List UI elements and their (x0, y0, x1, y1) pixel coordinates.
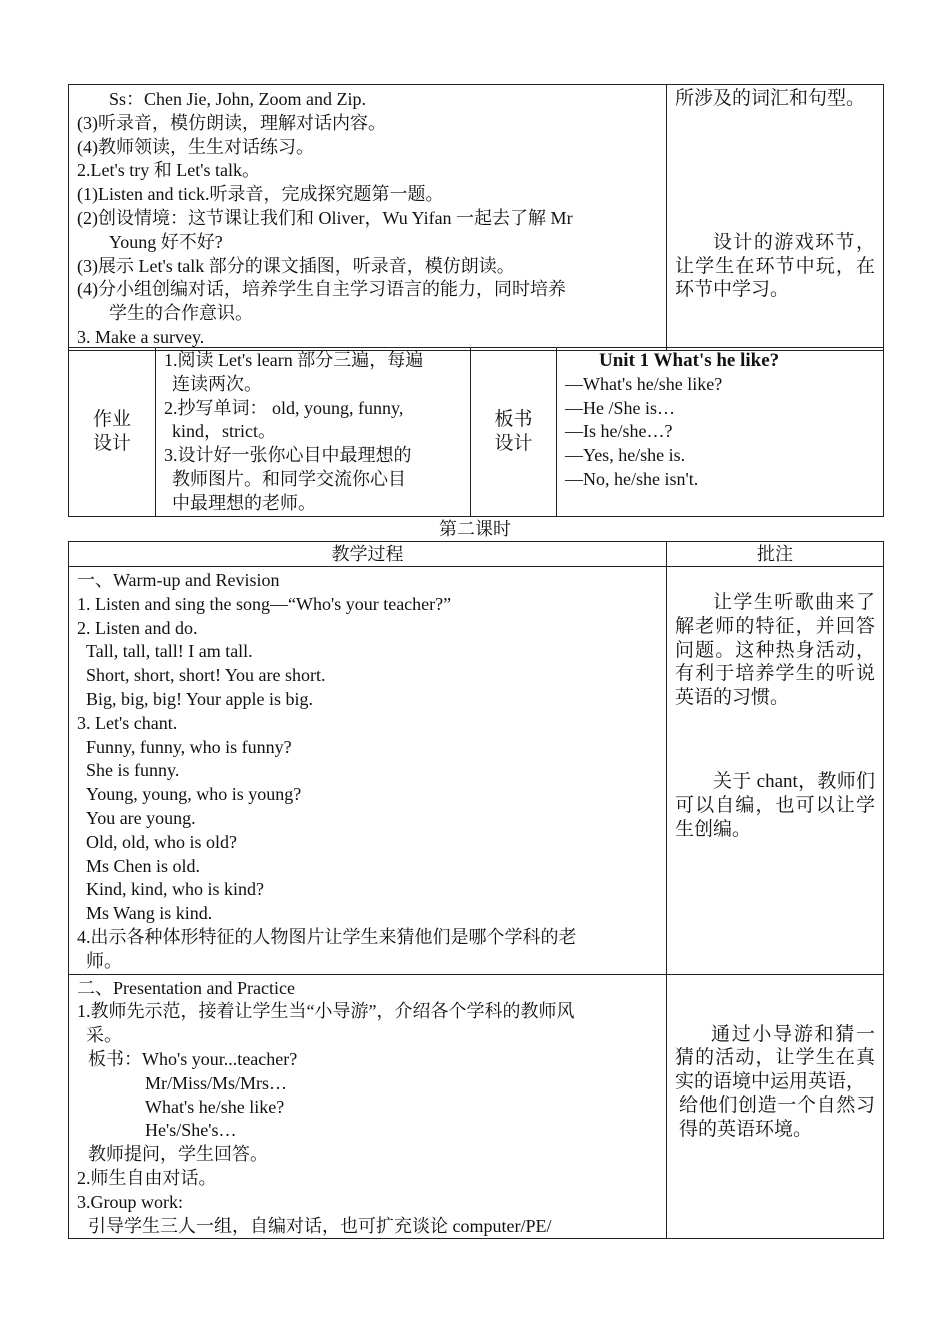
homework-label: 作业 (92, 408, 131, 430)
lesson2-table (68, 541, 884, 1239)
board-line: —He /She is… (565, 397, 675, 418)
warmup-line: Short, short, short! You are short. (86, 665, 326, 686)
note-song: 让学生听歌曲来了解老师的特征，并回答问题。这种热身活动，有利于培养学生的听说英语的习惯。 (675, 592, 875, 709)
process-line: (3)听录音，模仿朗读，理解对话内容。 (77, 112, 386, 133)
presentation-line: 3.Group work: (77, 1191, 183, 1212)
presentation-line: What's he/she like? (145, 1096, 285, 1117)
presentation-notes-cell (667, 974, 884, 1239)
warmup-line: 1. Listen and sing the song—“Who's your teacher?” (77, 593, 452, 614)
presentation-line: 教师提问，学生回答。 (88, 1144, 268, 1165)
board-line: —Yes, he/she is. (565, 445, 686, 466)
warmup-process-cell (69, 567, 667, 975)
process-line: (1)Listen and tick.听录音，完成探究题第一题。 (77, 184, 444, 205)
process-line: Ss：Chen Jie, John, Zoom and Zip. (109, 89, 366, 109)
warmup-line: 3. Let's chant. (77, 712, 178, 733)
process-line: 3. Make a survey. (77, 326, 205, 347)
process-line: 2.Let's try 和 Let's talk。 (77, 160, 260, 181)
presentation-line: He's/She's… (145, 1120, 237, 1141)
board-label-cell (471, 348, 557, 517)
notes-header: 批注 (667, 542, 884, 567)
warmup-line: Tall, tall, tall! I am tall. (86, 641, 253, 662)
board-line: —Is he/she…? (565, 421, 673, 442)
lesson1-process-cell (69, 85, 667, 351)
process-line: 学生的合作意识。 (109, 303, 253, 324)
presentation-line: Mr/Miss/Ms/Mrs… (145, 1072, 288, 1093)
homework-line: 1.阅读 Let's learn 部分三遍，每遍 (164, 350, 424, 370)
board-title: Unit 1 What's he like? (599, 350, 780, 371)
process-header: 教学过程 (69, 542, 667, 567)
homework-content-cell (156, 348, 471, 517)
presentation-line: 2.师生自由对话。 (77, 1167, 217, 1188)
process-line: (3)展示 Let's talk 部分的课文插图，听录音，模仿朗读。 (77, 255, 515, 276)
process-line: (4)分小组创编对话，培养学生自主学习语言的能力，同时培养 (77, 279, 566, 300)
warmup-line: You are young. (86, 807, 196, 828)
process-line: (4)教师领读，生生对话练习。 (77, 136, 314, 157)
warmup-line: 一、Warm-up and Revision (77, 570, 280, 590)
homework-line: kind，strict。 (172, 421, 276, 442)
homework-line: 连读两次。 (172, 373, 262, 394)
note-game: 设计的游戏环节，让学生在环节中玩，在环节中学习。 (675, 231, 875, 301)
warmup-line: Old, old, who is old? (86, 831, 237, 852)
presentation-line: 板书：Who's your...teacher? (88, 1048, 298, 1069)
homework-label: 设计 (92, 432, 131, 454)
homework-line: 中最理想的老师。 (172, 492, 316, 513)
warmup-line: 师。 (86, 950, 122, 971)
homework-label-cell (69, 348, 156, 517)
homework-line: 教师图片。和同学交流你心目 (172, 468, 406, 489)
note-guide: 通过小导游和猜一猜的活动，让学生在真实的语境中运用英语， (675, 1023, 875, 1093)
warmup-notes-cell (667, 567, 884, 975)
lesson1-notes-cell (667, 85, 884, 351)
warmup-line: Funny, funny, who is funny? (86, 736, 292, 757)
presentation-line: 二、Presentation and Practice (77, 977, 295, 998)
presentation-line: 引导学生三人一组，自编对话，也可扩充谈论 computer/PE/ (88, 1215, 552, 1236)
homework-line: 3.设计好一张你心目中最理想的 (164, 445, 412, 466)
note-vocabulary: 所涉及的词汇和句型。 (675, 88, 866, 109)
board-content-cell (557, 348, 884, 517)
warmup-line: 4.出示各种体形特征的人物图片让学生来猜他们是哪个学科的老 (77, 926, 577, 947)
board-label: 板书 (494, 408, 533, 430)
presentation-line: 1.教师先示范，接着让学生当“小导游”，介绍各个学科的教师风 (77, 1001, 575, 1022)
presentation-line: 采。 (86, 1025, 122, 1046)
lesson1-process-table (68, 84, 884, 351)
board-line: —No, he/she isn't. (565, 468, 699, 489)
warmup-line: Ms Wang is kind. (86, 903, 213, 924)
process-line: Young 好不好? (109, 231, 223, 252)
warmup-line: She is funny. (86, 760, 180, 781)
warmup-line: Kind, kind, who is kind? (86, 879, 264, 900)
homework-line: 2.抄写单词： old, young, funny, (164, 397, 404, 418)
homework-board-table (68, 347, 884, 517)
warmup-line: Young, young, who is young? (86, 784, 302, 805)
warmup-line: Ms Chen is old. (86, 855, 201, 876)
warmup-line: Big, big, big! Your apple is big. (86, 688, 314, 709)
warmup-line: 2. Listen and do. (77, 617, 198, 638)
lesson2-caption: 第二课时 (439, 519, 511, 539)
note-environment: 给他们创造一个自然习得的英语环境。 (679, 1094, 875, 1140)
board-line: —What's he/she like? (565, 373, 723, 394)
process-line: (2)创设情境：这节课让我们和 Oliver，Wu Yifan 一起去了解 Mr (77, 207, 573, 228)
presentation-process-cell (69, 974, 667, 1239)
board-label: 设计 (494, 432, 533, 454)
note-chant: 关于 chant，教师们可以自编，也可以让学生创编。 (675, 770, 875, 840)
